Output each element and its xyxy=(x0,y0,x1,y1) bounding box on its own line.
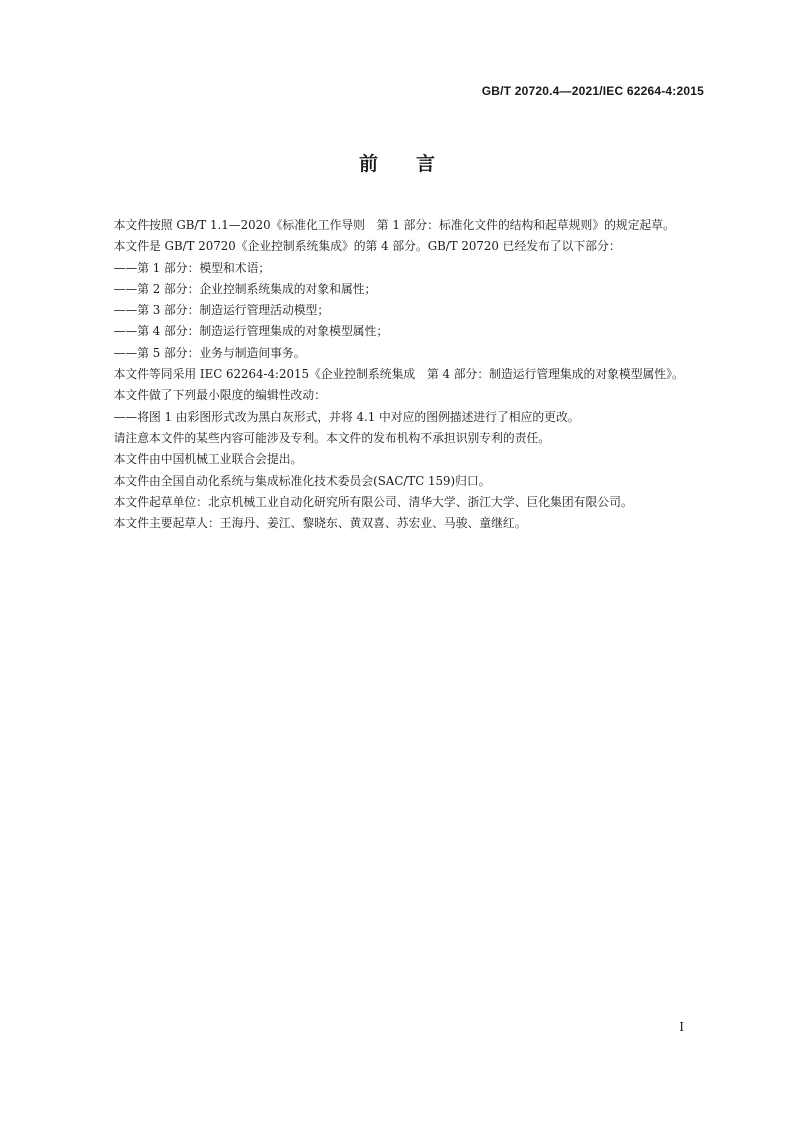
standard-number-header: GB/T 20720.4—2021/IEC 62264-4:2015 xyxy=(481,84,704,98)
list-item-editorial-change: ——将图 1 由彩图形式改为黑白灰形式，并将 4.1 中对应的图例描述进行了相应的更改。 xyxy=(113,409,580,424)
paragraph-series-intro: 本文件是 GB/T 20720《企业控制系统集成》的第 4 部分。GB/T 20720 已经发布了以下部分： xyxy=(113,239,621,254)
list-item-part-2: ——第 2 部分：企业控制系统集成的对象和属性； xyxy=(113,281,377,296)
paragraph-editorial-changes: 本文件做了下列最小限度的编辑性改动： xyxy=(113,388,326,403)
paragraph-proposer: 本文件由中国机械工业联合会提出。 xyxy=(113,452,303,467)
list-item-part-5: ——第 5 部分：业务与制造间事务。 xyxy=(113,345,306,360)
paragraph-committee: 本文件由全国自动化系统与集成标准化技术委员会(SAC/TC 159)归口。 xyxy=(113,473,491,488)
list-item-part-3: ——第 3 部分：制造运行管理活动模型； xyxy=(113,303,330,318)
paragraph-patent-notice: 请注意本文件的某些内容可能涉及专利。本文件的发布机构不承担识别专利的责任。 xyxy=(113,430,551,445)
foreword-body xyxy=(90,215,704,534)
page-title: 前言 xyxy=(358,153,473,175)
paragraph-drafting-rules: 本文件按照 GB/T 1.1—2020《标准化工作导则 第 1 部分：标准化文件的结构和起草规则》的规定起草。 xyxy=(113,218,675,232)
list-item-part-1: ——第 1 部分：模型和术语； xyxy=(113,260,271,275)
page-number: I xyxy=(679,1020,684,1034)
paragraph-drafting-units: 本文件起草单位：北京机械工业自动化研究所有限公司、清华大学、浙江大学、巨化集团有限公司。 xyxy=(113,494,633,509)
list-item-part-4: ——第 4 部分：制造运行管理集成的对象模型属性； xyxy=(113,324,389,339)
paragraph-iec-adoption: 本文件等同采用 IEC 62264-4:2015《企业控制系统集成 第 4 部分：制造运行管理集成的对象模型属性》。 xyxy=(113,367,684,382)
paragraph-drafters: 本文件主要起草人：王海丹、姜江、黎晓东、黄双喜、苏宏业、马骏、童继红。 xyxy=(113,516,527,531)
